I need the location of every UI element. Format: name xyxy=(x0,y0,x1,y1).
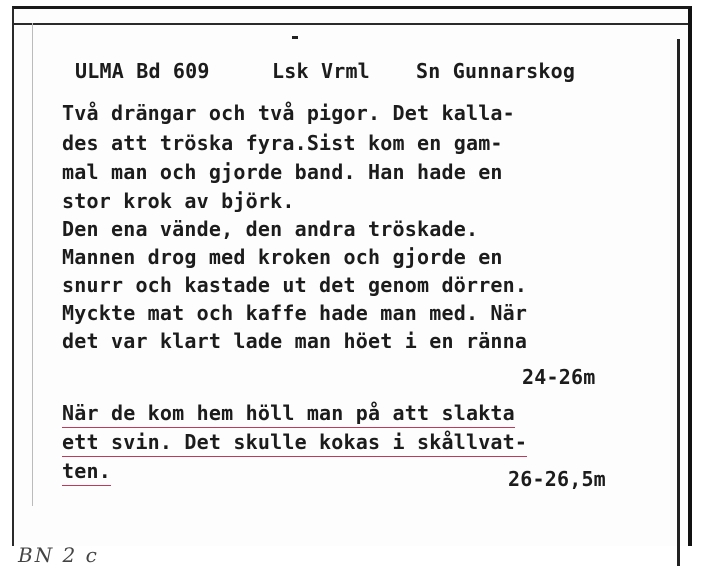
text-line: stor krok av björk. xyxy=(62,189,295,213)
text-line: Mannen drog med kroken och gjorde en xyxy=(62,245,503,269)
page-reference: 26-26,5m xyxy=(508,467,606,491)
card-top-rule xyxy=(14,23,688,25)
text-line: Två drängar och två pigor. Det kalla- xyxy=(62,101,515,125)
text-line-underlined: ett svin. Det skulle kokas i skållvat- xyxy=(62,429,527,457)
text-line-underlined: När de kom hem höll man på att slakta xyxy=(62,400,515,428)
parish-label: Sn Gunnarskog xyxy=(416,59,576,83)
card-left-rule xyxy=(32,23,33,506)
text-line: det var klart lade man höet i en ränna xyxy=(62,329,528,353)
text-line: snurr och kastade ut det genom dörren. xyxy=(62,273,528,297)
page-reference: 24-26m xyxy=(522,365,596,389)
text-line: mal man och gjorde band. Han hade en xyxy=(62,160,503,184)
handwritten-note: BN 2 c xyxy=(18,543,99,567)
text-line: Myckte mat och kaffe hade man med. När xyxy=(62,301,528,325)
text-line: Den ena vände, den andra tröskade. xyxy=(62,217,479,241)
card-right-rule xyxy=(677,39,680,566)
text-line: des att tröska fyra.Sist kom en gam- xyxy=(62,131,503,155)
province-label: Lsk Vrml xyxy=(272,59,370,83)
archive-reference: ULMA Bd 609 xyxy=(75,59,210,83)
ink-mark xyxy=(292,36,298,39)
text-line-underlined: ten. xyxy=(62,458,111,486)
